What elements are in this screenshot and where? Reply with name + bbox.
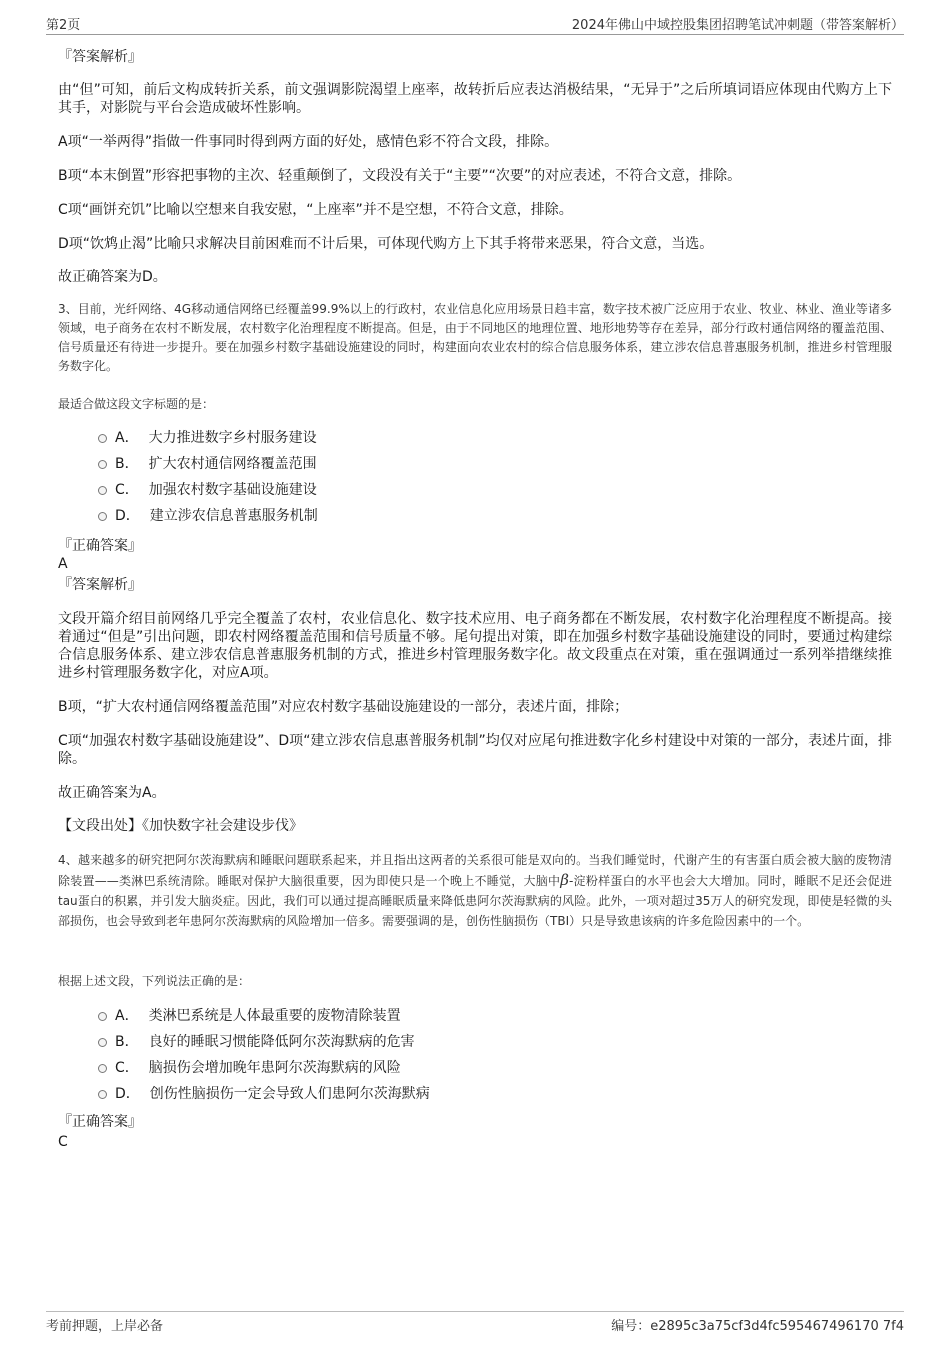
- footer-slogan: 考前押题，上岸必备: [46, 1319, 164, 1334]
- q3-answer-title: 『正确答案』: [58, 538, 142, 554]
- q4-answer-title: 『正确答案』: [58, 1114, 142, 1130]
- q4-answer: C: [58, 1134, 68, 1150]
- q4-question: 根据上述文段，下列说法正确的是：: [58, 974, 251, 988]
- q3-stem: 3、目前，光纤网络、4G移动通信网络已经覆盖99.9%以上的行政村，农业信息化应用场景日趋丰富，数字技术被广泛应用于农业、牧业、林业、渔业等诸多领域，电子商务在农村不断发展，农村数字化治理程度不断提高。但是，由于不同地区的地理位置、地形地势等存在差异，部分行政村通信网络的覆盖范围、信号质量还有待进一步提升。要在加强乡村数字基础设施建设的同时，构建面向农业农村的综合信息服务体系，建立涉农信息普惠服务机制，推进乡村管理服务数字化。: [58, 302, 892, 373]
- q4-stem: 4、越来越多的研究把阿尔茨海默病和睡眠问题联系起来，并且指出这两者的关系很可能是双向的。当我们睡觉时，代谢产生的有害蛋白质会被大脑的废物清除装置——类淋巴系统清除。睡眠对保护大脑很重要，因为即使只是一个晚上不睡觉，大脑中β-淀粉样蛋白的水平也会大大增加。同时，睡眠不足还会促进tau蛋白的积累，并引发大脑炎症。因此，我们可以通过提高睡眠质量来降低患阿尔茨海默病的风险。此外，一项对超过35万人的研究发现，即使是轻微的头部损伤，也会导致到老年患阿尔茨海默病的风险增加一倍多。需要强调的是，创伤性脑损伤（TBI）只是导致患该病的许多危险因素中的一个。: [58, 853, 892, 928]
- document-title: 2024年佛山中域控股集团招聘笔试冲刺题（带答案解析）: [571, 18, 904, 33]
- q2-analysis-p4: C项“画饼充饥”比喻以空想来自我安慰，“上座率”并不是空想，不符合文意，排除。: [58, 202, 573, 218]
- q4-option-d[interactable]: D． 创伤性脑损伤一定会导致人们患阿尔茨海默病: [98, 1081, 430, 1107]
- q3-source: 【文段出处】《加快数字社会建设步伐》: [58, 818, 303, 834]
- radio-icon[interactable]: [98, 1090, 107, 1099]
- q4-options: [98, 1003, 430, 1107]
- radio-icon[interactable]: [98, 512, 107, 521]
- q2-conclusion: 故正确答案为D。: [58, 269, 167, 285]
- q3-options: [98, 425, 318, 529]
- q3-analysis-title: 『答案解析』: [58, 577, 142, 593]
- q4-option-b[interactable]: B． 良好的睡眠习惯能降低阿尔茨海默病的危害: [98, 1029, 430, 1055]
- radio-icon[interactable]: [98, 1012, 107, 1021]
- q2-analysis-p5: D项“饮鸩止渴”比喻只求解决目前困难而不计后果，可体现代购方上下其手将带来恶果，符合文意，当选。: [58, 236, 714, 252]
- q3-answer: A: [58, 556, 68, 572]
- radio-icon[interactable]: [98, 434, 107, 443]
- q3-analysis-p3: C项“加强农村数字基础设施建设”、D项“建立涉农信息惠普服务机制”均仅对应尾句推进数字化乡村建设中对策的一部分，表述片面，排除。: [58, 733, 892, 767]
- page-footer: [46, 1311, 904, 1334]
- radio-icon[interactable]: [98, 486, 107, 495]
- q3-question: 最适合做这段文字标题的是：: [58, 397, 215, 411]
- page-header: [46, 14, 904, 35]
- q3-conclusion: 故正确答案为A。: [58, 785, 166, 801]
- q3-analysis-p2: B项，“扩大农村通信网络覆盖范围”对应农村数字基础设施建设的一部分，表述片面，排除；: [58, 699, 629, 715]
- beta-symbol: β: [560, 871, 569, 889]
- radio-icon[interactable]: [98, 460, 107, 469]
- q4-option-a[interactable]: A． 类淋巴系统是人体最重要的废物清除装置: [98, 1003, 430, 1029]
- radio-icon[interactable]: [98, 1064, 107, 1073]
- radio-icon[interactable]: [98, 1038, 107, 1047]
- q2-analysis-title: 『答案解析』: [58, 49, 142, 65]
- q3-option-b[interactable]: B． 扩大农村通信网络覆盖范围: [98, 451, 318, 477]
- q2-analysis-p2: A项“一举两得”指做一件事同时得到两方面的好处，感情色彩不符合文段，排除。: [58, 134, 559, 150]
- document-code: 编号：e2895c3a75cf3d4fc595467496170 7f4: [611, 1319, 904, 1334]
- page-number: 第2页: [46, 18, 81, 33]
- q3-option-a[interactable]: A． 大力推进数字乡村服务建设: [98, 425, 318, 451]
- q3-option-d[interactable]: D． 建立涉农信息普惠服务机制: [98, 503, 318, 529]
- q2-analysis-p3: B项“本末倒置”形容把事物的主次、轻重颠倒了，文段没有关于“主要”“次要”的对应表述，不符合文意，排除。: [58, 168, 742, 184]
- q2-analysis-p1: 由“但”可知，前后文构成转折关系，前文强调影院渴望上座率，故转折后应表达消极结果，“无异于”之后所填词语应体现由代购方上下其手，对影院与平台会造成破坏性影响。: [58, 82, 892, 116]
- q3-option-c[interactable]: C． 加强农村数字基础设施建设: [98, 477, 318, 503]
- q3-analysis-p1: 文段开篇介绍目前网络几乎完全覆盖了农村，农业信息化、数字技术应用、电子商务都在不断发展，农村数字化治理程度不断提高。接着通过“但是”引出问题，即农村网络覆盖范围和信号质量不够。尾句提出对策，即在加强乡村数字基础设施建设的同时，要通过构建综合信息服务体系、建立涉农信息普惠服务机制的方式，推进乡村管理服务数字化。故文段重点在对策，重在强调通过一系列举措继续推进乡村管理服务数字化，对应A项。: [58, 611, 892, 681]
- q4-option-c[interactable]: C． 脑损伤会增加晚年患阿尔茨海默病的风险: [98, 1055, 430, 1081]
